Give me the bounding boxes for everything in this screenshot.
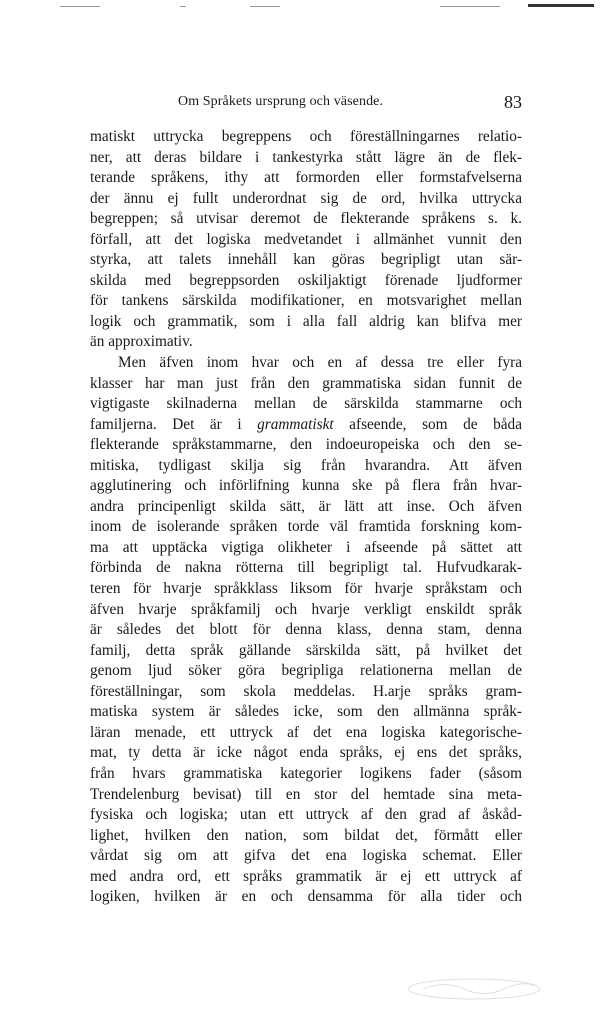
text-line: är således det blott för denna klass, denna stam, denna — [90, 621, 522, 639]
text-line: skilda med begreppsorden oskiljaktigt förenade ljudformer — [90, 271, 522, 289]
page-number: 83 — [504, 92, 522, 112]
text-line: från hvars grammatiska kategorier logikens fader (såsom — [90, 764, 522, 782]
text-line: matiska system är således icke, som den allmänna språk- — [90, 703, 522, 721]
text-line: logik och grammatik, som i alla fall aldrig kan blifva mer — [90, 312, 522, 330]
text-line: genom ljud söker göra begripliga relationerna mellan de — [90, 662, 522, 680]
text-line: lighet, hvilken den nation, som bildat det, förmått eller — [90, 826, 522, 844]
text-line: styrka, att talets innehåll kan göras begripligt utan sär- — [90, 251, 522, 269]
emphasized-word: grammatiskt — [257, 415, 334, 433]
text-line: terande språkens, ithy att formorden eller formstafvelserna — [90, 169, 522, 187]
text-line: agglutinering och införlifning kunna ske på flera från hvar- — [90, 477, 522, 495]
text-line: klasser har man just från den grammatiska sidan funnit de — [90, 374, 522, 392]
text-line: flekterande språkstammarne, den indoeuropeiska och den se- — [90, 436, 522, 454]
text-line: förbinda de nakna rötterna till begripligt tal. Hufvudkarak- — [90, 559, 522, 577]
running-header — [90, 92, 522, 114]
text-line: familjerna. Det är i grammatiskt afseende, som de båda — [90, 415, 522, 433]
text-line: Men äfven inom hvar och en af dessa tre eller fyra — [118, 354, 522, 372]
text-line: vårdat sig om att gifva det ena logiska schemat. Eller — [90, 847, 522, 865]
text-line: matiskt uttrycka begreppens och föreställningarnes relatio- — [90, 128, 522, 145]
text-line: för tankens särskilda modifikationer, en motsvarighet mellan — [90, 292, 522, 310]
text-line: begreppen; så utvisar deremot de flekterande språkens s. k. — [90, 210, 522, 228]
library-stamp — [404, 976, 544, 1002]
text-line: der ännu ej fullt underordnat sig de ord, hvilka uttrycka — [90, 189, 522, 207]
text-line: än approximativ. — [90, 333, 193, 351]
text-line: ma att upptäcka vigtiga olikheter i afseende på sättet att — [90, 538, 522, 556]
text-line: andra principenligt skilda sätt, är lätt att inse. Och äfven — [90, 497, 522, 515]
text-line: mat, ty detta är icke något enda språks, ej ens det språks, — [90, 744, 522, 762]
text-line: familj, detta språk gällande särskilda sätt, på hvilket det — [90, 641, 522, 659]
text-line: teren för hvarje språkklass liksom för hvarje språkstam och — [90, 580, 522, 598]
text-line: läran menade, ett uttryck af det ena logiska kategorische- — [90, 723, 522, 741]
text-line: ner, att deras bildare i tankestyrka stått lägre än de flek- — [90, 148, 522, 166]
text-line: inom de isolerande språken torde väl framtida forskning kom- — [90, 518, 522, 536]
body-text — [90, 127, 522, 908]
text-line: mitiska, tydligast skilja sig från hvarandra. Att äfven — [90, 456, 522, 474]
text-line: vigtigaste skilnaderna mellan de särskilda stammarne och — [90, 395, 522, 413]
running-title: Om Språkets ursprung och väsende. — [178, 94, 384, 109]
text-line: föreställningar, som skola meddelas. H.arje språks gram- — [90, 682, 522, 700]
text-line: logiken, hvilken är en och densamma för alla tider och — [90, 888, 522, 906]
text-line: med andra ord, ett språks grammatik är ej ett uttryck af — [90, 867, 522, 885]
text-line: äfven hvarje språkfamilj och hvarje verkligt enskildt språk — [90, 600, 522, 618]
text-line: förfall, att det logiska medvetandet i allmänhet vunnit den — [90, 230, 522, 248]
scan-edge-marks — [40, 4, 600, 10]
text-line: Trendelenburg bevisat) till en stor del hemtade sina meta- — [90, 785, 522, 803]
text-line: fysiska och logiska; utan ett uttryck af den grad af åskåd- — [90, 806, 522, 824]
